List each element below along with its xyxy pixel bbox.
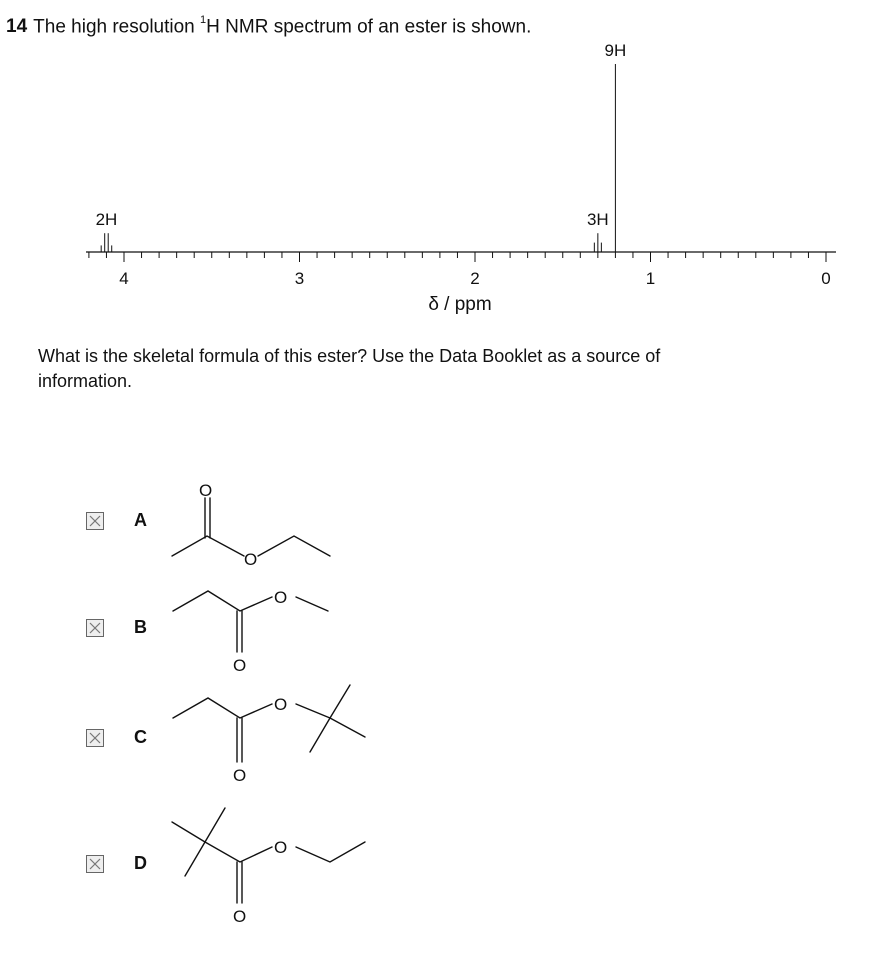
structure-d-tbu-3 [185, 842, 205, 876]
structure-b [173, 591, 328, 652]
structure-d-chain [205, 842, 272, 862]
structure-a-ethyl [258, 536, 330, 556]
structure-d-ethyl [296, 842, 365, 862]
question-prompt: What is the skeletal formula of this ester? Use the Data Booklet as a source of information. [38, 346, 661, 391]
structure-b-ester-oxygen: O [274, 588, 288, 607]
structure-c-tbu-2 [330, 718, 365, 737]
question-text-before: The high resolution [33, 16, 201, 38]
structure-c-ester-oxygen: O [274, 695, 288, 714]
option-d-checkbox[interactable] [86, 855, 104, 873]
structure-b-carbonyl-oxygen: O [233, 656, 247, 675]
tick-label-0: 0 [821, 269, 831, 288]
structure-d-tbu-1 [172, 822, 205, 842]
question-text-after: H NMR spectrum of an ester is shown. [206, 16, 532, 38]
structure-b-methyl [296, 597, 328, 611]
structure-d-tbu-2 [205, 808, 225, 842]
structure-d [172, 808, 365, 903]
structure-b-ethyl [173, 591, 272, 611]
structure-d-carbonyl-oxygen: O [233, 907, 247, 926]
structure-a-carbonyl-oxygen: O [199, 481, 213, 500]
option-c-checkbox[interactable] [86, 729, 104, 747]
structure-d-ester-oxygen: O [274, 838, 288, 857]
structure-c [173, 685, 365, 762]
structure-c-o-c [296, 704, 330, 718]
spectrum-axis [86, 252, 836, 288]
structure-a-ester-oxygen: O [244, 550, 258, 569]
tick-label-3: 3 [294, 269, 305, 288]
option-a-checkbox[interactable] [86, 512, 104, 530]
peak-label-3h: 3H [586, 210, 609, 230]
option-c-letter: C [134, 727, 147, 747]
tick-label-1: 1 [645, 269, 656, 288]
structure-c-ethyl [173, 698, 272, 718]
tick-label-4: 4 [119, 269, 129, 288]
structure-c-carbonyl-oxygen: O [233, 766, 247, 785]
option-d-letter: D [134, 853, 147, 873]
x-axis-label: δ / ppm [428, 294, 492, 315]
spectrum-labels [96, 41, 627, 229]
option-b-checkbox[interactable] [86, 619, 104, 637]
question-number: 14 [6, 16, 28, 38]
structure-c-tbu-1 [330, 685, 350, 718]
option-a-letter: A [134, 510, 147, 530]
option-b-letter: B [134, 617, 147, 637]
peak-2h-quartet [101, 233, 112, 252]
structure-a-bonds [172, 536, 244, 556]
spectrum-peaks [101, 64, 615, 252]
superscript-one: 1 [200, 14, 207, 26]
peak-3h-triplet [594, 233, 601, 252]
structure-c-tbu-3 [310, 718, 330, 752]
tick-label-2: 2 [470, 269, 480, 288]
peak-label-9h: 9H [604, 41, 627, 60]
nmr-spectrum [0, 0, 880, 300]
peak-label-2h: 2H [95, 210, 118, 230]
structure-a [172, 498, 330, 556]
